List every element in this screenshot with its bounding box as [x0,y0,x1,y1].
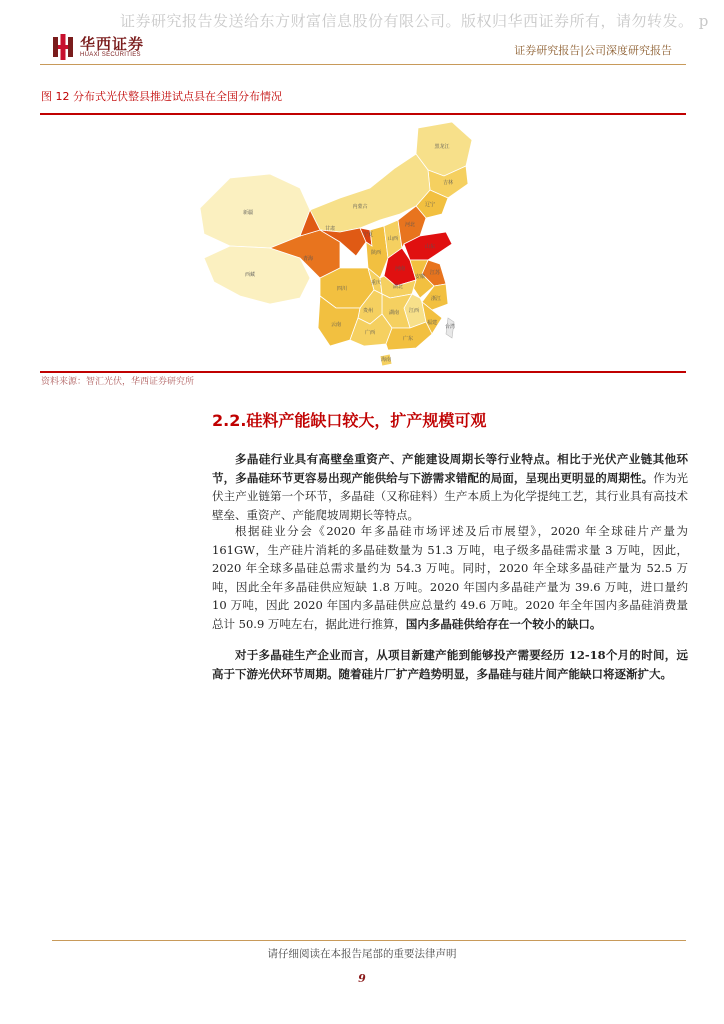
map-label-22: 福建 [426,320,438,326]
map-label-6: 青海 [302,256,314,262]
map-label-25: 广西 [364,330,376,336]
figure-title: 图 12 分布式光伏整县推进试点县在全国分布情况 [41,90,282,103]
map-label-17: 湖南 [388,310,400,316]
map-label-1: 吉林 [442,180,454,186]
map-label-15: 重庆 [370,280,382,286]
china-pilot-county-map [190,118,490,370]
map-label-18: 江西 [408,308,420,314]
map-label-16: 湖北 [392,284,404,290]
map-label-12: 山东 [424,244,436,250]
map-label-23: 贵州 [362,308,374,314]
map-label-21: 浙江 [430,296,442,302]
map-label-24: 云南 [330,322,342,328]
paragraph-2 [212,522,688,633]
map-label-27: 海南 [380,357,392,363]
watermark: 证券研究报告发送给东方财富信息股份有限公司。版权归华西证券所有，请勿转发。 p [120,12,709,30]
company-logo [52,34,144,60]
logo-en-text: HUAXI SECURITIES [80,52,141,58]
paragraph-2-bold: 国内多晶硅供给存在一个较小的缺口。 [405,616,602,631]
map-label-26: 广东 [402,336,414,342]
report-type-label: 证券研究报告|公司深度研究报告 [514,44,672,57]
header-divider [40,64,686,65]
paragraph-1 [212,450,688,524]
paragraph-1-bold: 多晶硅行业具有高壁垒重资产、产能建设周期长等行业特点。相比于光伏产业链其他环节，多晶硅环节更容易出现产能供给与下游需求错配的局面，呈现出更明显的周期性。 [212,452,688,485]
map-label-13: 河南 [394,266,406,272]
figure-top-rule [40,113,686,115]
map-label-9: 陕西 [370,250,382,256]
page-number: 9 [358,972,366,985]
section-title: 2.2.硅料产能缺口较大，扩产规模可观 [212,411,487,430]
map-label-8: 宁夏 [362,232,374,238]
map-label-4: 新疆 [242,210,254,216]
map-label-3: 内蒙古 [352,204,368,210]
paragraph-3: 对于多晶硅生产企业而言，从项目新建产能到能够投产需要经历 12-18个月的时间，远高于下游光伏环节周期。随着硅片厂扩产趋势明显，多晶硅与硅片间产能缺口将逐渐扩大。 [212,648,688,681]
figure-source: 资料来源：智汇光伏，华西证券研究所 [41,377,195,387]
map-label-14: 四川 [336,286,348,292]
huaxi-logo-icon [52,34,74,60]
footer-divider [52,940,686,941]
paragraph-2-text: 根据硅业分会《2020 年多晶硅市场评述及后市展望》，2020 年全球硅片产量为 161GW，生产硅片消耗的多晶硅数量为 51.3 万吨，电子级多晶硅需求量 3 万吨，因此，2020 年全球多晶硅总需求量约为 54.3 万吨。同时，2020 年全球多晶硅产量为 52.5 万吨，因此全年多晶硅供应短缺 1.8 万吨。2020 年国内多晶硅产量为 39.6 万吨，进口量约 10 万吨，因此 2020 年国内多晶硅供应总量约 49.6 万吨。2020 年全年国内多晶硅消费量总计 50.9 万吨左右，据此进行推算， [212,524,688,631]
map-label-5: 西藏 [244,272,256,278]
figure-bottom-rule [40,371,686,373]
map-label-20: 江苏 [429,270,441,276]
map-label-0: 黑龙江 [434,144,450,150]
map-label-10: 山西 [387,236,399,242]
map-label-19: 安徽 [414,274,426,280]
map-region-xinjiang [200,174,310,248]
map-label-7: 甘肃 [324,226,336,232]
map-label-11: 河北 [404,222,416,228]
paragraph-1-tail: 作为光伏主产业链第一个环节，多晶硅（又称硅料）生产本质上为化学提纯工艺，其行业具有高技术壁垒、重资产、产能爬坡周期长等特点。 [212,470,689,522]
footer-disclaimer: 请仔细阅读在本报告尾部的重要法律声明 [267,948,457,960]
map-label-28: 台湾 [444,324,456,330]
map-label-2: 辽宁 [424,202,436,208]
logo-cn-text: 华西证券 [80,35,145,53]
